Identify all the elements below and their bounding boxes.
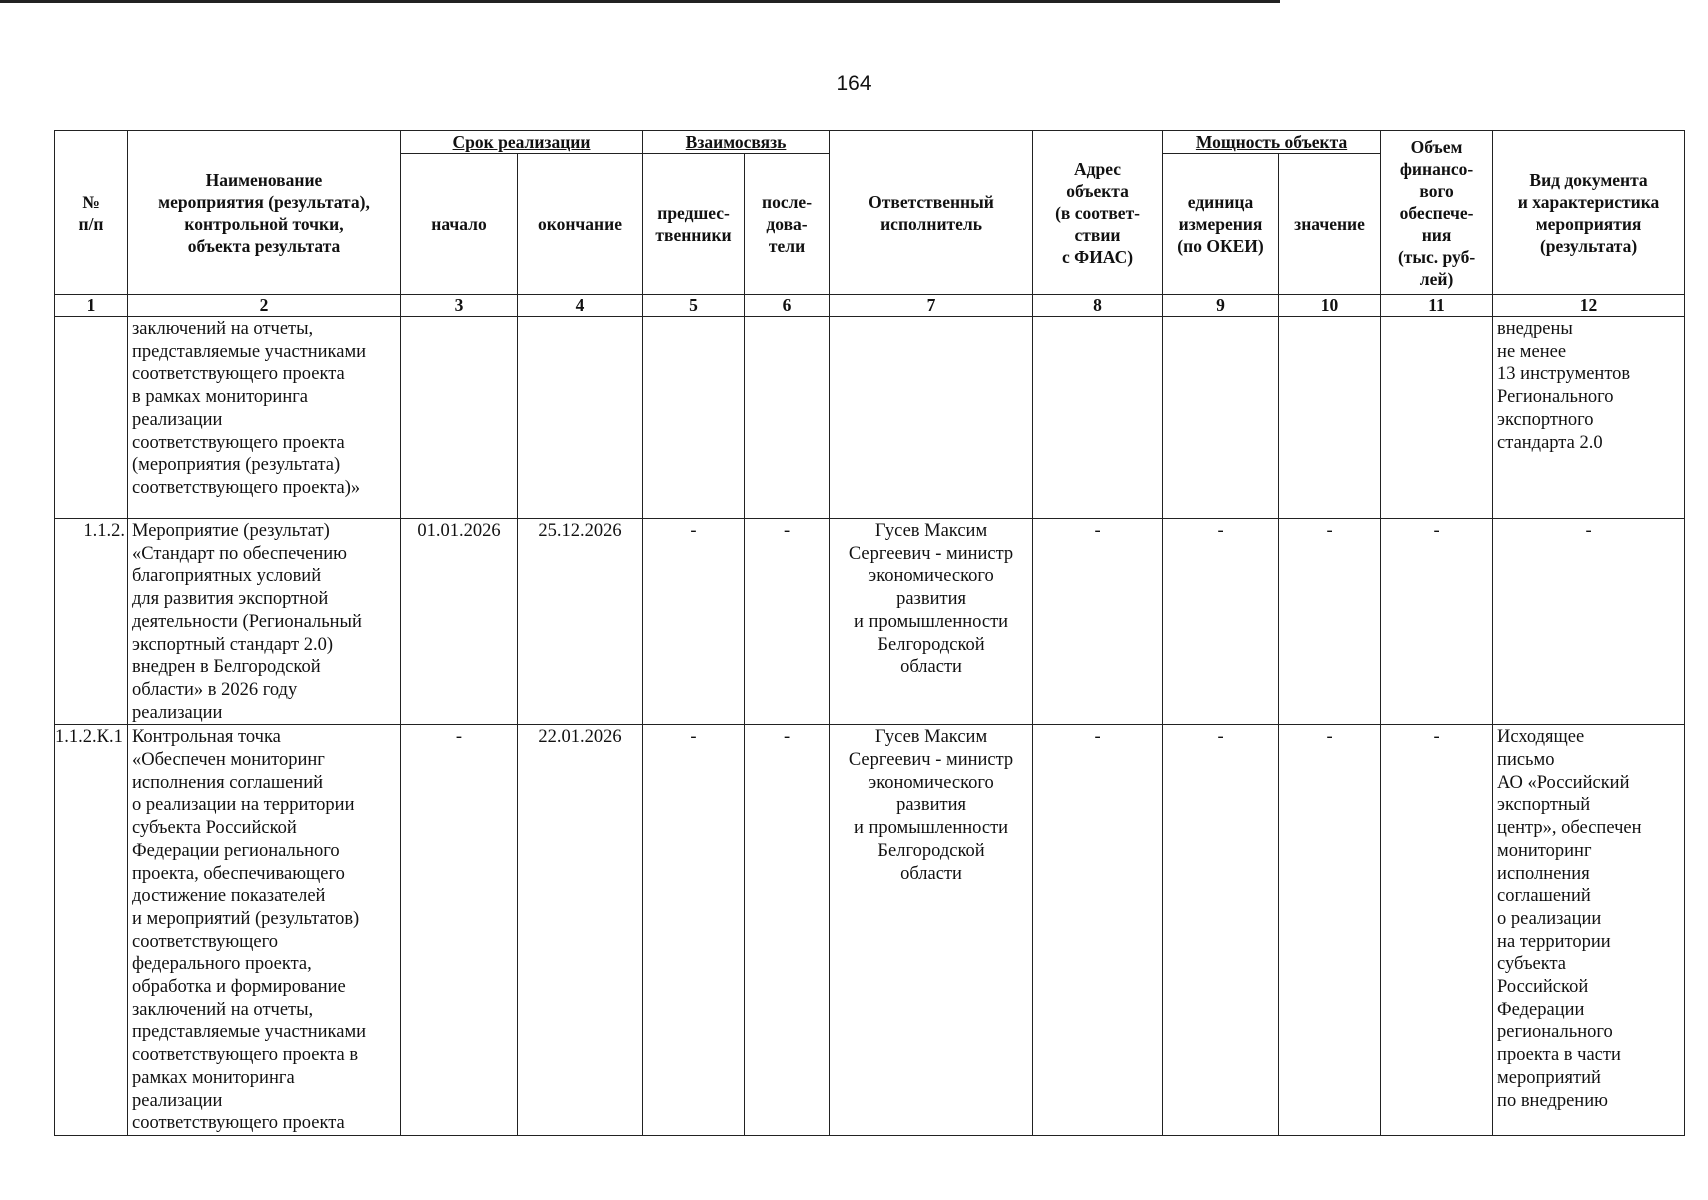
row-value: - [1279, 725, 1381, 1136]
header-group-link [643, 131, 830, 154]
row-finance [1381, 317, 1493, 519]
row-address [1033, 317, 1163, 519]
column-number: 5 [643, 295, 745, 317]
row-successors [745, 317, 830, 519]
header-predecessors: предшес- твенники [643, 154, 745, 295]
row-number: 1.1.2.К.1 [55, 725, 128, 1136]
row-document: - [1493, 519, 1685, 725]
row-document: внедрены не менее 13 инструментов Регионального экспортного стандарта 2.0 [1493, 317, 1685, 519]
header-start: начало [401, 154, 518, 295]
column-number: 11 [1381, 295, 1493, 317]
row-responsible: Гусев Максим Сергеевич - министр экономического развития и промышленности Белгородской области [830, 519, 1033, 725]
row-end: 22.01.2026 [518, 725, 643, 1136]
top-rule [0, 0, 1280, 3]
row-name: заключений на отчеты, представляемые участниками соответствующего проекта в рамках мониторинга реализации соответствующего проекта (мероприятия (результата) соответствующего проекта)» [128, 317, 401, 519]
row-unit: - [1163, 519, 1279, 725]
row-end [518, 317, 643, 519]
implementation-plan-table [54, 130, 1685, 1136]
row-value [1279, 317, 1381, 519]
header-group-capacity [1163, 131, 1381, 154]
row-end: 25.12.2026 [518, 519, 643, 725]
row-start [401, 317, 518, 519]
header-group-link-label: Взаимосвязь [685, 132, 787, 152]
column-number: 2 [128, 295, 401, 317]
header-document: Вид документа и характеристика мероприятия (результата) [1493, 131, 1685, 295]
column-number: 12 [1493, 295, 1685, 317]
row-value: - [1279, 519, 1381, 725]
header-group-term-label: Срок реализации [452, 132, 591, 152]
header-number: № п/п [55, 131, 128, 295]
page-number: 164 [836, 72, 872, 95]
table-row [55, 519, 1685, 725]
column-number: 9 [1163, 295, 1279, 317]
header-successors: после- дова- тели [745, 154, 830, 295]
header-finance: Объем финансо- вого обеспече- ния (тыс. руб- лей) [1381, 131, 1493, 295]
header-group-term [401, 131, 643, 154]
column-number: 10 [1279, 295, 1381, 317]
header-group-capacity-label: Мощность объекта [1195, 132, 1348, 152]
column-number: 7 [830, 295, 1033, 317]
table-row [55, 317, 1685, 519]
row-name: Контрольная точка «Обеспечен мониторинг исполнения соглашений о реализации на территории субъекта Российской Федерации регионального проекта, обеспечивающего достижение показателей и мероприятий (результатов) соответствующего федерального проекта, обработка и формирование заключений на отчеты, представляемые участниками соответствующего проекта в рамках мониторинга реализации соответствующего проекта [128, 725, 401, 1136]
row-successors: - [745, 519, 830, 725]
header-value: значение [1279, 154, 1381, 295]
row-number [55, 317, 128, 519]
table-row [55, 725, 1685, 1136]
row-unit: - [1163, 725, 1279, 1136]
row-unit [1163, 317, 1279, 519]
row-start: - [401, 725, 518, 1136]
row-number: 1.1.2. [55, 519, 128, 725]
row-responsible [830, 317, 1033, 519]
row-finance: - [1381, 519, 1493, 725]
row-responsible: Гусев Максим Сергеевич - министр экономического развития и промышленности Белгородской области [830, 725, 1033, 1136]
header-end: окончание [518, 154, 643, 295]
row-address: - [1033, 725, 1163, 1136]
row-finance: - [1381, 725, 1493, 1136]
column-number: 4 [518, 295, 643, 317]
row-start: 01.01.2026 [401, 519, 518, 725]
row-predecessors: - [643, 725, 745, 1136]
column-number: 3 [401, 295, 518, 317]
column-number: 6 [745, 295, 830, 317]
header-responsible: Ответственный исполнитель [830, 131, 1033, 295]
header-address: Адрес объекта (в соответ- ствии с ФИАС) [1033, 131, 1163, 295]
row-name: Мероприятие (результат) «Стандарт по обеспечению благоприятных условий для развития экспортной деятельности (Региональный экспортный стандарт 2.0) внедрен в Белгородской области» в 2026 году реализации [128, 519, 401, 725]
header-unit: единица измерения (по ОКЕИ) [1163, 154, 1279, 295]
row-address: - [1033, 519, 1163, 725]
header-name: Наименование мероприятия (результата), контрольной точки, объекта результата [128, 131, 401, 295]
row-successors: - [745, 725, 830, 1136]
column-number: 1 [55, 295, 128, 317]
row-document: Исходящее письмо АО «Российский экспортный центр», обеспечен мониторинг исполнения соглашений о реализации на территории субъекта Российской Федерации регионального проекта в части мероприятий по внедрению [1493, 725, 1685, 1136]
row-predecessors: - [643, 519, 745, 725]
column-number: 8 [1033, 295, 1163, 317]
row-predecessors [643, 317, 745, 519]
